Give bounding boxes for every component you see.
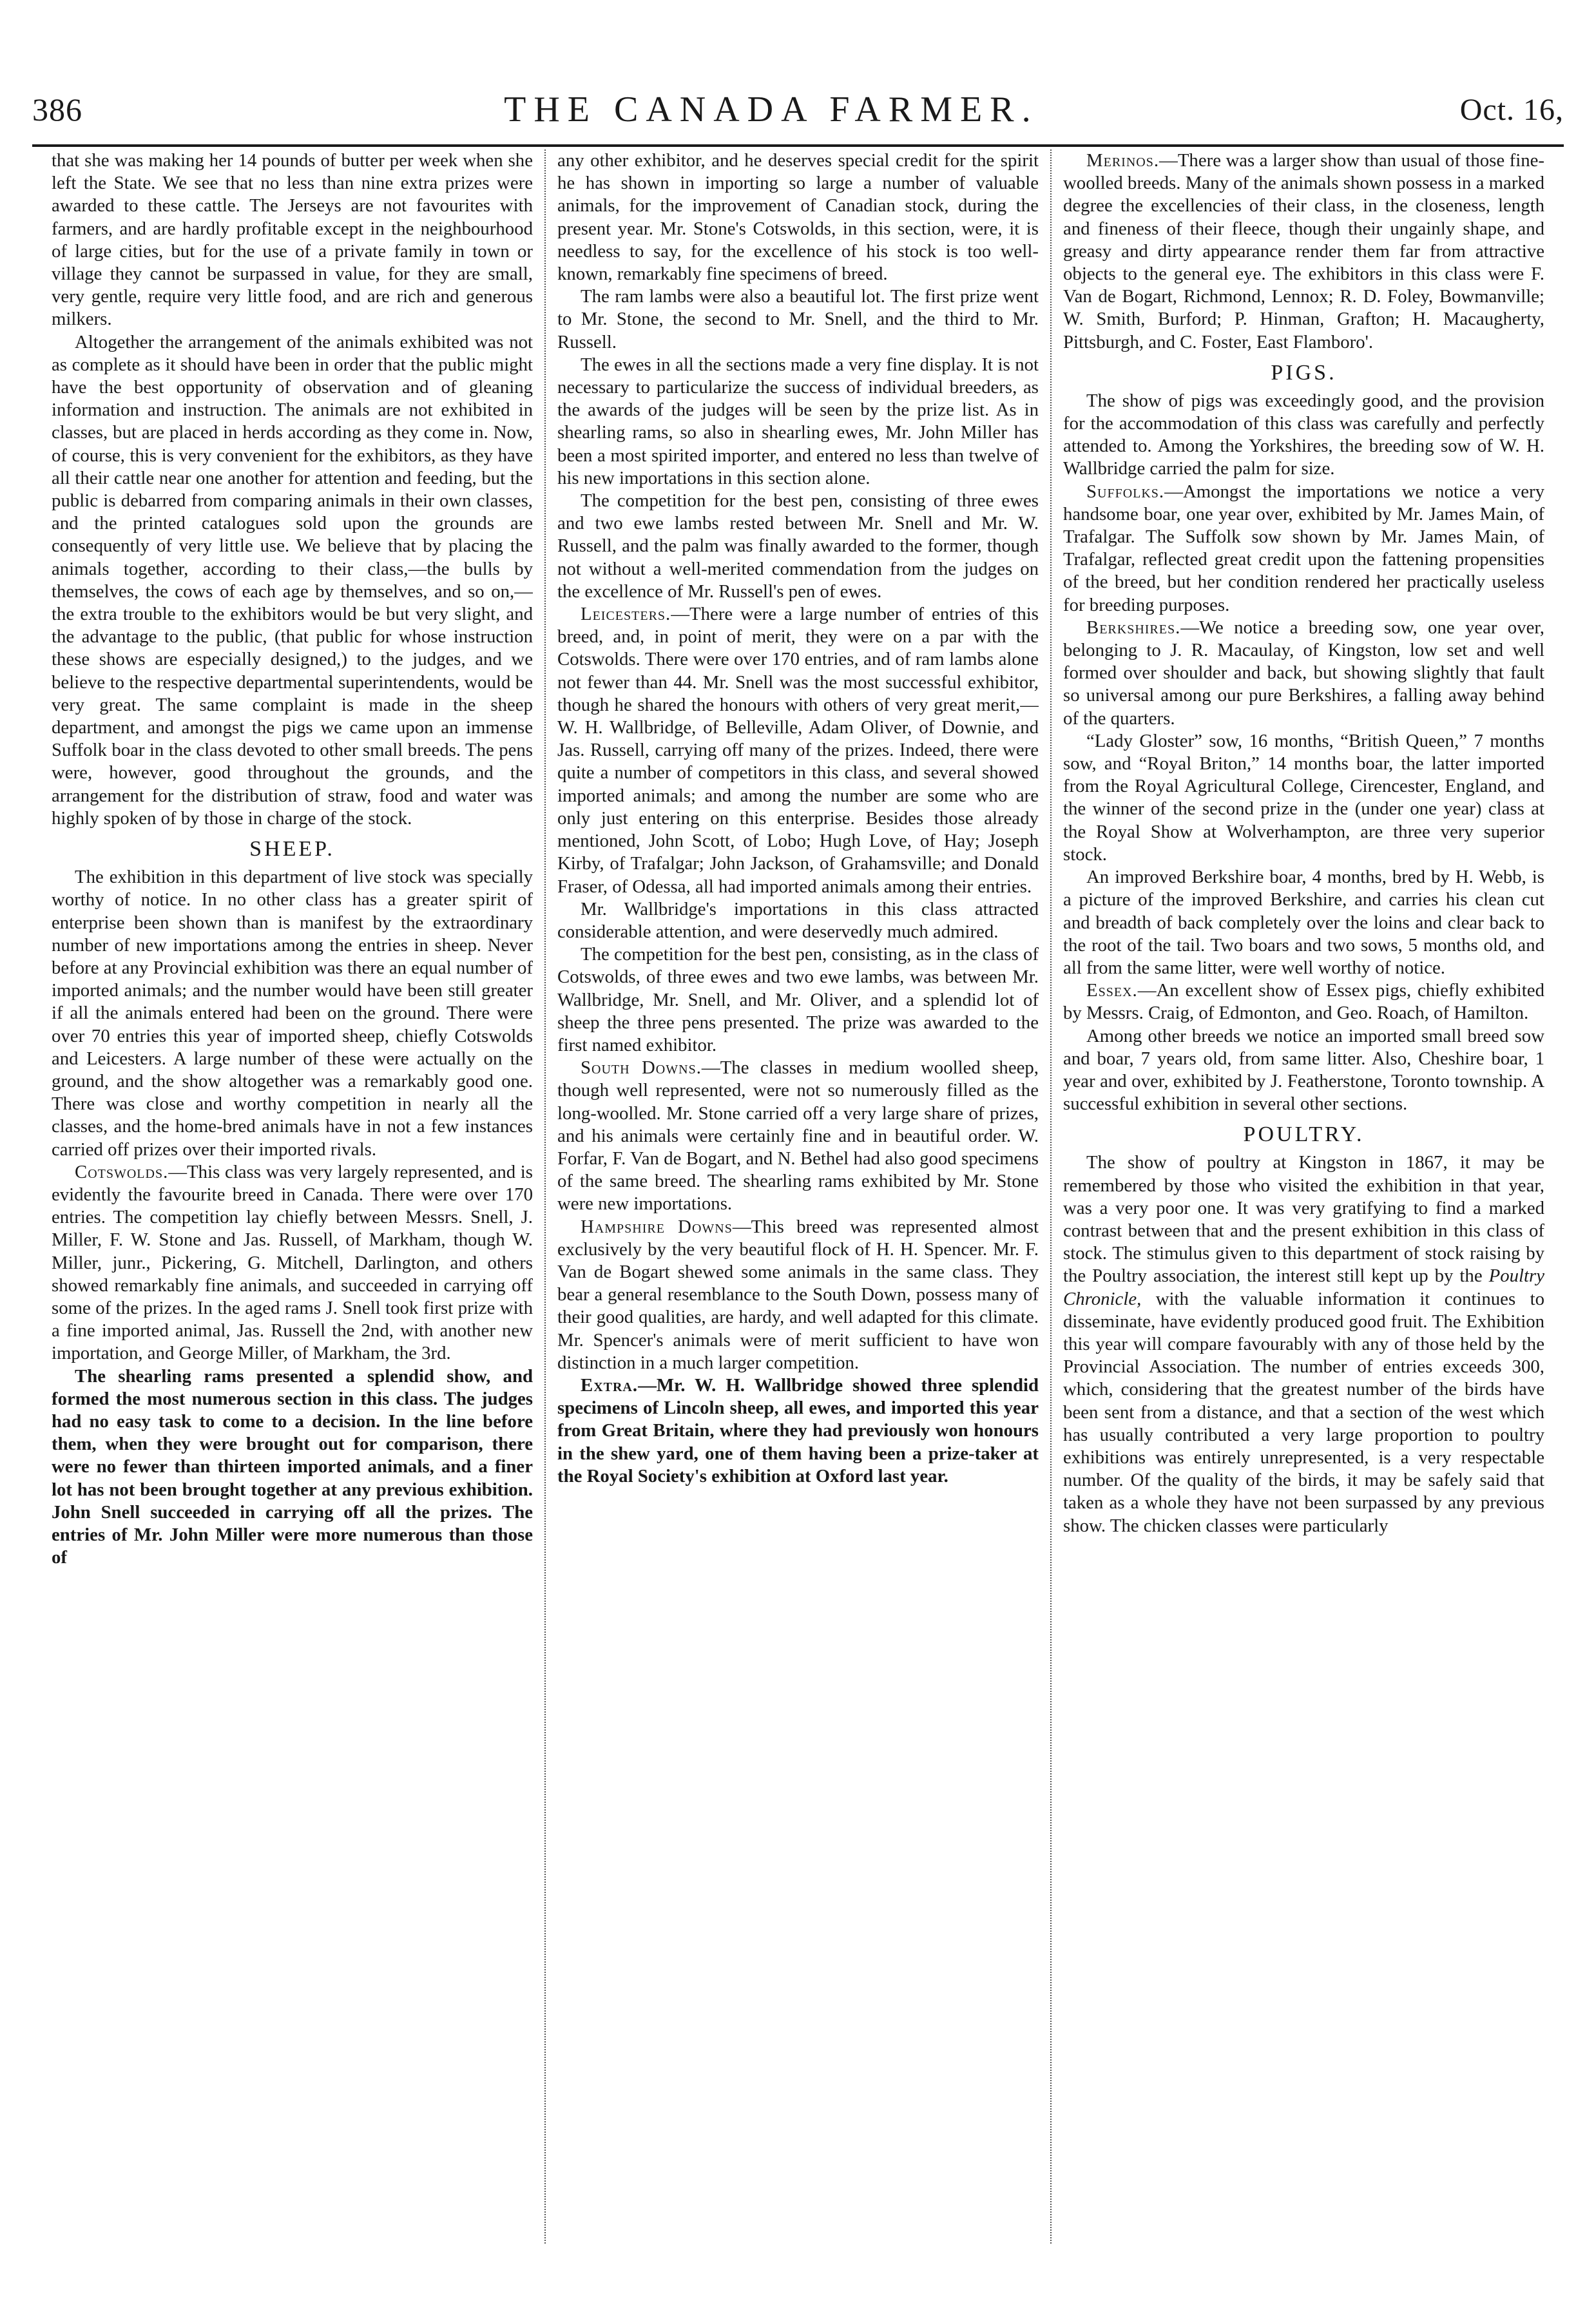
paragraph-text: —This class was very largely represented, and is evidently the favourite breed in Canada. There were over 170 entries. The competition lay chiefly between Messrs. Snell, J. Miller, F. W. Stone and Jas. Russell, of Markham, though W. Miller, junr., Pickering, G. Mitchell, Darlington, and others showed remarkably fine animals, and succeeded in carrying off some of the prizes. In the aged rams J. Snell took first prize with a fine imported animal, Jas. Russell the 2nd, with another new importation, and George Miller, of Markham, the 3rd. [52, 1161, 533, 1364]
paragraph: “Lady Gloster” sow, 16 months, “British Queen,” 7 months sow, and “Royal Briton,” 14 months boar, the latter imported from the Royal Agricultural College, Cirencester, England, and the winner of the second prize in the (under one year) class at the Royal Show at Wolverhampton, are three very superior stock. [1063, 730, 1544, 865]
paragraph: Altogether the arrangement of the animals exhibited was not as complete as it should have been in order that the public might have the best opportunity of observation and of gleaning information and instruction. The animals are not exhibited in classes, but are placed in herds according as they come in. Now, of course, this is very convenient for the exhibitors, as they have all their cattle near one another for attention and feeding, but the public is debarred from comparing animals in their own classes, and the printed catalogues sold upon the grounds are consequently of very little use. We believe that by placing the animals together, according to their class,—the bulls by themselves, the cows of each age by themselves, and so on,—the extra trouble to the exhibitors would be but very slight, and the advantage to the public, (that public for whose instruction these shows are especially designed,) to the judges, and we believe to the respective departmental superintendents, would be very great. The same complaint is made in the sheep department, and amongst the pigs we came upon an immense Suffolk boar in the class devoted to other small breeds. The pens were, however, good throughout the grounds, and the arrangement for the distribution of straw, food and water was highly spoken of by those in charge of the stock. [52, 331, 533, 829]
section-heading-pigs: PIGS. [1271, 360, 1337, 385]
section-heading-sheep: SHEEP. [249, 837, 335, 861]
column-divider [1050, 149, 1052, 2244]
paragraph: any other exhibitor, and he deserves special credit for the spirit he has shown in importing so large a number of valuable animals, for the improvement of Canadian stock, during the present year. Mr. Stone's Cotswolds, in this section, were, it is needless to say, for the excellence of his stock is too well-known, remarkably fine specimens of breed. [557, 150, 1039, 285]
journal-name: Poultry Chronicle, [1063, 1265, 1544, 1309]
paragraph-text: —There were a large number of entries of this breed, and, in point of merit, they were on a par with the Cotswolds. There were over 170 entries, and of ram lambs alone not fewer than 44. Mr. Snell was the most successful exhibitor, though he shared the honours with others of very great merit,—W. H. Wallbridge, of Belleville, Adam Oliver, of Downie, and Jas. Russell, carrying off many of the prizes. Indeed, there were quite a number of competitors in this class, and several showed imported animals; and among the number are some who are only just entering on this enterprise. Besides those already mentioned, John Scott, of Lobo; Hugh Love, of Hay; Joseph Kirby, of Trafalgar; John Jackson, of Grahamsville; and Donald Fraser, of Odessa, all had imported animals among their entries. [557, 604, 1039, 897]
paragraph-text: —Mr. W. H. Wallbridge showed three splendid specimens of Lincoln sheep, all ewes, and imported this year from Great Britain, where they had previously won honours in the shew yard, one of them having been a prize-taker at the Royal Society's exhibition at Oxford last year. [557, 1374, 1039, 1486]
paragraph: The ram lambs were also a beautiful lot. The first prize went to Mr. Stone, the second to Mr. Snell, and the third to Mr. Russell. [557, 286, 1039, 352]
header-rule [32, 144, 1564, 147]
paragraph-text: —We notice a breeding sow, one year over, belonging to J. R. Macaulay, of Kingston, low set and well formed over shoulder and back, but showing slightly that fault so universal among our pure Berkshires, a falling away behind of the quarters. [1063, 617, 1544, 729]
runin-heading: Hampshire Downs [581, 1216, 733, 1237]
journal-title: THE CANADA FARMER. [504, 90, 1039, 130]
article-columns [52, 149, 1544, 2273]
paragraph-text: —This breed was represented almost exclusively by the very beautiful flock of H. H. Spencer. Mr. F. Van de Bogart shewed some animals in the same class. They bear a general resemblance to the South Down, possess many of their good qualities, are hardy, and well adapted for this climate. Mr. Spencer's animals were of merit sufficient to have won distinction in a much larger competition. [557, 1216, 1039, 1373]
runin-heading: Essex. [1086, 980, 1138, 1001]
paragraph [557, 603, 1039, 898]
paragraph-text: —An excellent show of Essex pigs, chiefly exhibited by Messrs. Craig, of Edmonton, and Geo. Roach, of Hamilton. [1063, 980, 1544, 1024]
paragraph-text: —The classes in medium woolled sheep, though well represented, were not so numerously filled as the long-woolled. Mr. Stone carried off a very large share of prizes, and his animals were certainly fine and in beautiful order. W. Forfar, F. Van de Bogart, and N. Bethel had also good specimens of the same breed. The shearling rams exhibited by Mr. Stone were new importations. [557, 1057, 1039, 1215]
paragraph: that she was making her 14 pounds of butter per week when she left the State. We see that no less than nine extra prizes were awarded to these cattle. The Jerseys are not favourites with farmers, and are hardly profitable except in the neighbourhood of large cities, but for the use of a private family in town or village they cannot be surpassed in value, for they are small, very gentle, require very little food, and are rich and generous milkers. [52, 150, 533, 330]
runin-heading: Merinos. [1086, 150, 1160, 171]
paragraph [1063, 481, 1544, 617]
page-number: 386 [32, 91, 82, 128]
runin-heading: Suffolks. [1086, 481, 1165, 502]
issue-date: Oct. 16, [1459, 92, 1564, 127]
paragraph [557, 1374, 1039, 1488]
paragraph [557, 1216, 1039, 1374]
page-header [32, 82, 1564, 137]
paragraph [1063, 979, 1544, 1024]
paragraph-text: with the valuable information it continues to disseminate, have evidently produced good fruit. The Exhibition this year will compare favourably with any of those held by the Provincial Association. The number of entries exceeds 300, which, considering that the greatest number of the birds have been sent from a distance, and that a section of the west which has usually contributed a very large proportion to poultry exhibitions was entirely unrepresented, is a very respectable number. Of the quality of the birds, it may be safely said that taken as a whole they have not been surpassed by any previous show. The chicken classes were particularly [1063, 1288, 1544, 1536]
column-middle [557, 149, 1039, 2244]
runin-heading: Leicesters. [581, 604, 671, 625]
runin-heading: Berkshires. [1086, 617, 1181, 638]
paragraph-text: —Amongst the importations we notice a very handsome boar, one year over, exhibited by Mr. James Main, of Trafalgar. The Suffolk sow shown by Mr. James Main, of Trafalgar, reflected great credit upon the fattening propensities of the breed, but her condition rendered her practically useless for breeding purposes. [1063, 481, 1544, 615]
paragraph: The exhibition in this department of live stock was specially worthy of notice. In no other class has a greater spirit of enterprise been shown than is manifest by the extraordinary number of new importations among the entries in sheep. Never before at any Provincial exhibition was there an equal number of imported animals; and the number would have been still greater if all the animals entered had been on the ground. There were over 70 entries this year of imported sheep, chiefly Cotswolds and Leicesters. A large number of these were actually on the ground, and the show altogether was a remarkably good one. There was close and worthy competition in nearly all the classes, and the home-bred animals have in not a few instances carried off prizes over their imported rivals. [52, 867, 533, 1160]
paragraph: Mr. Wallbridge's importations in this class attracted considerable attention, and were deservedly much admired. [557, 898, 1039, 942]
paragraph: Among other breeds we notice an imported small breed sow and boar, 7 years old, from same litter. Also, Cheshire boar, 1 year and over, exhibited by J. Featherstone, Toronto township. A successful exhibition in several other sections. [1063, 1025, 1544, 1115]
column-divider [544, 149, 546, 2244]
runin-heading: Cotswolds. [75, 1161, 169, 1182]
paragraph [557, 1057, 1039, 1215]
paragraph: The show of pigs was exceedingly good, and the provision for the accommodation of this class was carefully and perfectly attended to. Among the Yorkshires, the breeding sow of W. H. Wallbridge carried the palm for size. [1063, 390, 1544, 479]
paragraph: The ewes in all the sections made a very fine display. It is not necessary to particularize the success of individual breeders, as the awards of the judges will be seen by the prize list. As in shearling rams, so also in shearling ewes, Mr. John Miller has been a most spirited importer, and entered no less than twelve of his new importations in this section alone. [557, 354, 1039, 488]
section-heading-poultry: POULTRY. [1243, 1122, 1365, 1147]
paragraph: The competition for the best pen, consisting, as in the class of Cotswolds, of three ewes and two ewe lambs, was between Mr. Wallbridge, Mr. Snell, and Mr. Oliver, and a splendid lot of sheep the three pens presented. The prize was awarded to the first named exhibitor. [557, 944, 1039, 1055]
paragraph [1063, 617, 1544, 730]
column-left [52, 149, 533, 2244]
paragraph: The competition for the best pen, consisting of three ewes and two ewe lambs rested between Mr. Snell and Mr. W. Russell, and the palm was finally awarded to the former, though not without a well-merited commendation from the judges on the excellence of Mr. Russell's pen of ewes. [557, 490, 1039, 602]
paragraph-text: —There was a larger show than usual of those fine-woolled breeds. Many of the animals shown possess in a marked degree the excellencies of their class, in the closeness, length and fineness of their fleece, though their ungainly shape, and greasy and dirty appearance render them far from attractive objects to the general eye. The exhibitors in this class were F. Van de Bogart, Richmond, Lennox; R. D. Foley, Bowmanville; W. Smith, Burford; P. Hinman, Grafton; H. Macaugherty, Pittsburgh, and C. Foster, East Flamboro'. [1063, 150, 1544, 352]
column-right [1063, 149, 1544, 2244]
paragraph [52, 1161, 533, 1365]
paragraph [1063, 149, 1544, 354]
runin-heading: South Downs. [581, 1057, 702, 1079]
paragraph: The shearling rams presented a splendid show, and formed the most numerous section in this class. The judges had no easy task to come to a decision. In the line before them, when they were brought out for comparison, there were no fewer than thirteen imported animals, and a finer lot has not been brought together at any previous exhibition. John Snell succeeded in carrying off all the prizes. The entries of Mr. John Miller were more numerous than those of [52, 1365, 533, 1568]
paragraph: An improved Berkshire boar, 4 months, bred by H. Webb, is a picture of the improved Berkshire, and carries his clean cut and breadth of back completely over the loins and clear back to the root of the tail. Two boars and two sows, 5 months old, and all from the same litter, were well worthy of notice. [1063, 867, 1544, 978]
paragraph-text: The show of poultry at Kingston in 1867, it may be remembered by those who visited the exhibition in that year, was a very poor one. It was very gratifying to find a marked contrast between that and the present exhibition in this class of stock. The stimulus given to this department of stock raising by the Poultry association, the interest still kept up by the [1063, 1152, 1544, 1287]
runin-heading: Extra. [581, 1374, 639, 1396]
paragraph [1063, 1151, 1544, 1537]
